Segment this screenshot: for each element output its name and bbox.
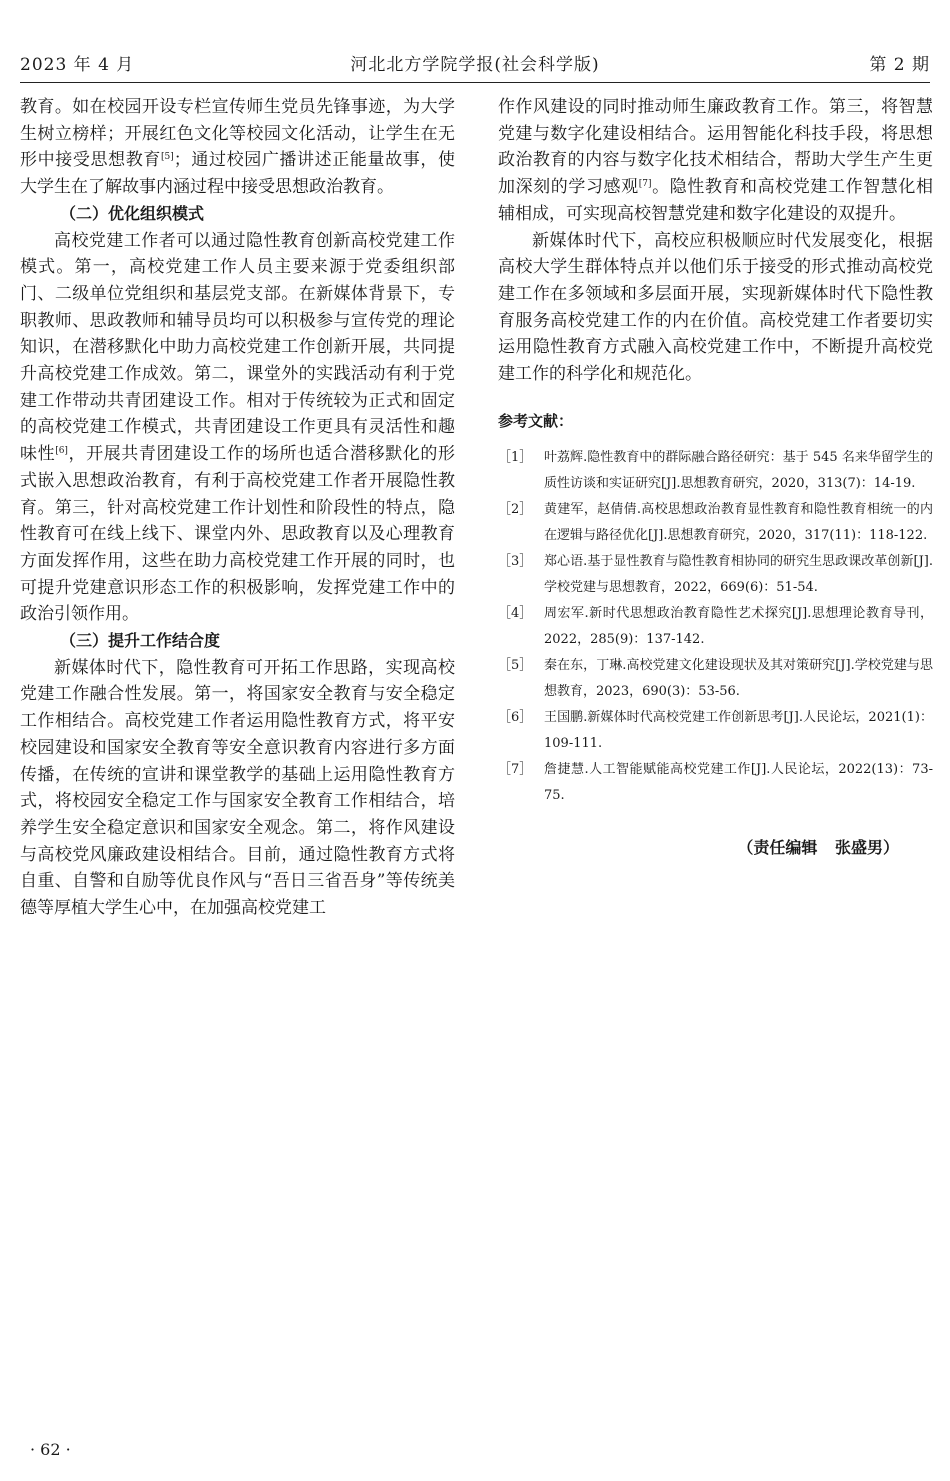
- section-heading-2: （二）优化组织模式: [60, 203, 205, 223]
- reference-item: [498, 653, 933, 705]
- citation-5: [5]: [160, 152, 174, 163]
- header-rule: [20, 82, 930, 83]
- reference-item: [498, 757, 933, 809]
- paragraph-organization-mode: 高校党建工作者可以通过隐性教育创新高校党建工作模式。第一，高校党建工作人员主要来源于党委组织部门、二级单位党组织和基层党支部。在新媒体背景下，专职教师、思政教师和辅导员均可以积极参与宣传党的理论知识，在潜移默化中助力高校党建工作创新开展，共同提升高校党建工作成效。第二，课堂外的实践活动有利于党建工作带动共青团建设工作。相对于传统较为正式和固定的高校党建工作模式，共青团建设工作更具有灵活性和趣味性[6]，开展共青团建设工作的场所也适合潜移默化的形式嵌入思想政治教育，有利于高校党建工作者开展隐性教育。第三，针对高校党建工作计划性和阶段性的特点，隐性教育可在线上线下、课堂内外、思政教育以及心理教育方面发挥作用，这些在助力高校党建工作开展的同时，也可提升党建意识形态工作的积极影响，发挥党建工作中的政治引领作用。: [20, 230, 455, 625]
- reference-text: 秦在东，丁琳.高校党建文化建设现状及其对策研究[J].学校党建与思想教育，2023，690(3)：53-56.: [544, 657, 933, 699]
- reference-text: 周宏军.新时代思想政治教育隐性艺术探究[J].思想理论教育导刊，2022，285(9)：137-142.: [544, 605, 933, 647]
- paragraph-integration: 新媒体时代下，隐性教育可开拓工作思路，实现高校党建工作融合性发展。第一，将国家安全教育与安全稳定工作相结合。高校党建工作者运用隐性教育方式，将平安校园建设和国家安全教育等安全意识教育内容进行多方面传播，在传统的宣讲和课堂教学的基础上运用隐性教育方式，将校园安全稳定工作与国家安全教育工作相结合，培养学生安全稳定意识和国家安全观念。第二，将作风建设与高校党风廉政建设相结合。目前，通过隐性教育方式将自重、自警和自励等优良作风与“吾日三省吾身”等传统美德等厚植大学生心中，在加强高校党建工: [20, 657, 455, 919]
- reference-list: [498, 445, 933, 809]
- reference-item: [498, 549, 933, 601]
- left-column: [20, 94, 455, 922]
- reference-item: [498, 445, 933, 497]
- paragraph-continuation: 教育。如在校园开设专栏宣传师生党员先锋事迹，为大学生树立榜样；开展红色文化等校园文化活动，让学生在无形中接受思想教育[5]；通过校园广播讲述正能量故事，使大学生在了解故事内涵过程中接受思想政治教育。: [20, 97, 456, 198]
- reference-number: ［7］: [498, 761, 533, 777]
- reference-text: 郑心语.基于显性教育与隐性教育相协同的研究生思政课改革创新[J].学校党建与思想教育，2022，669(6)：51-54.: [544, 553, 933, 595]
- paragraph-continuation-right: 作作风建设的同时推动师生廉政教育工作。第三，将智慧党建与数字化建设相结合。运用智能化科技手段，将思想政治教育的内容与数字化技术相结合，帮助大学生产生更加深刻的学习感观[7]。隐性教育和高校党建工作智慧化相辅相成，可实现高校智慧党建和数字化建设的双提升。: [498, 97, 933, 224]
- reference-number: ［2］: [498, 501, 533, 517]
- references-heading: 参考文献：: [498, 411, 574, 430]
- reference-item: [498, 601, 933, 653]
- reference-number: ［1］: [498, 449, 533, 465]
- paragraph-conclusion: 新媒体时代下，高校应积极顺应时代发展变化，根据高校大学生群体特点并以他们乐于接受的形式推动高校党建工作在多领域和多层面开展，实现新媒体时代下隐性教育服务高校党建工作的内在价值。高校党建工作者要切实运用隐性教育方式融入高校党建工作中，不断提升高校党建工作的科学化和规范化。: [498, 230, 933, 385]
- reference-number: ［5］: [498, 657, 533, 673]
- reference-item: [498, 497, 933, 549]
- header-issue: 第 2 期: [869, 55, 930, 75]
- reference-text: 黄建军，赵倩倩.高校思想政治教育显性教育和隐性教育相统一的内在逻辑与路径优化[J].思想教育研究，2020，317(11)：118-122.: [544, 501, 933, 543]
- reference-number: ［4］: [498, 605, 533, 621]
- header-journal-title: 河北北方学院学报(社会科学版): [350, 55, 600, 75]
- header-date: 2023 年 4 月: [20, 55, 135, 75]
- page-number: · 62 ·: [30, 1440, 71, 1459]
- citation-6: [6]: [55, 446, 68, 457]
- responsible-editor: （责任编辑 张盛男）: [737, 837, 899, 857]
- section-heading-3: （三）提升工作结合度: [60, 631, 221, 651]
- citation-7: [7]: [638, 179, 652, 190]
- running-header: [20, 50, 930, 76]
- reference-text: 王国鹏.新媒体时代高校党建工作创新思考[J].人民论坛，2021(1)：109-111.: [544, 709, 933, 751]
- reference-number: ［6］: [498, 709, 533, 725]
- reference-item: [498, 705, 933, 757]
- reference-text: 詹捷慧.人工智能赋能高校党建工作[J].人民论坛，2022(13)：73-75.: [544, 761, 933, 803]
- right-column: [498, 94, 933, 858]
- reference-number: ［3］: [498, 553, 533, 569]
- reference-text: 叶荔辉.隐性教育中的群际融合路径研究：基于 545 名来华留学生的质性访谈和实证研究[J].思想教育研究，2020，313(7)：14-19.: [544, 449, 933, 491]
